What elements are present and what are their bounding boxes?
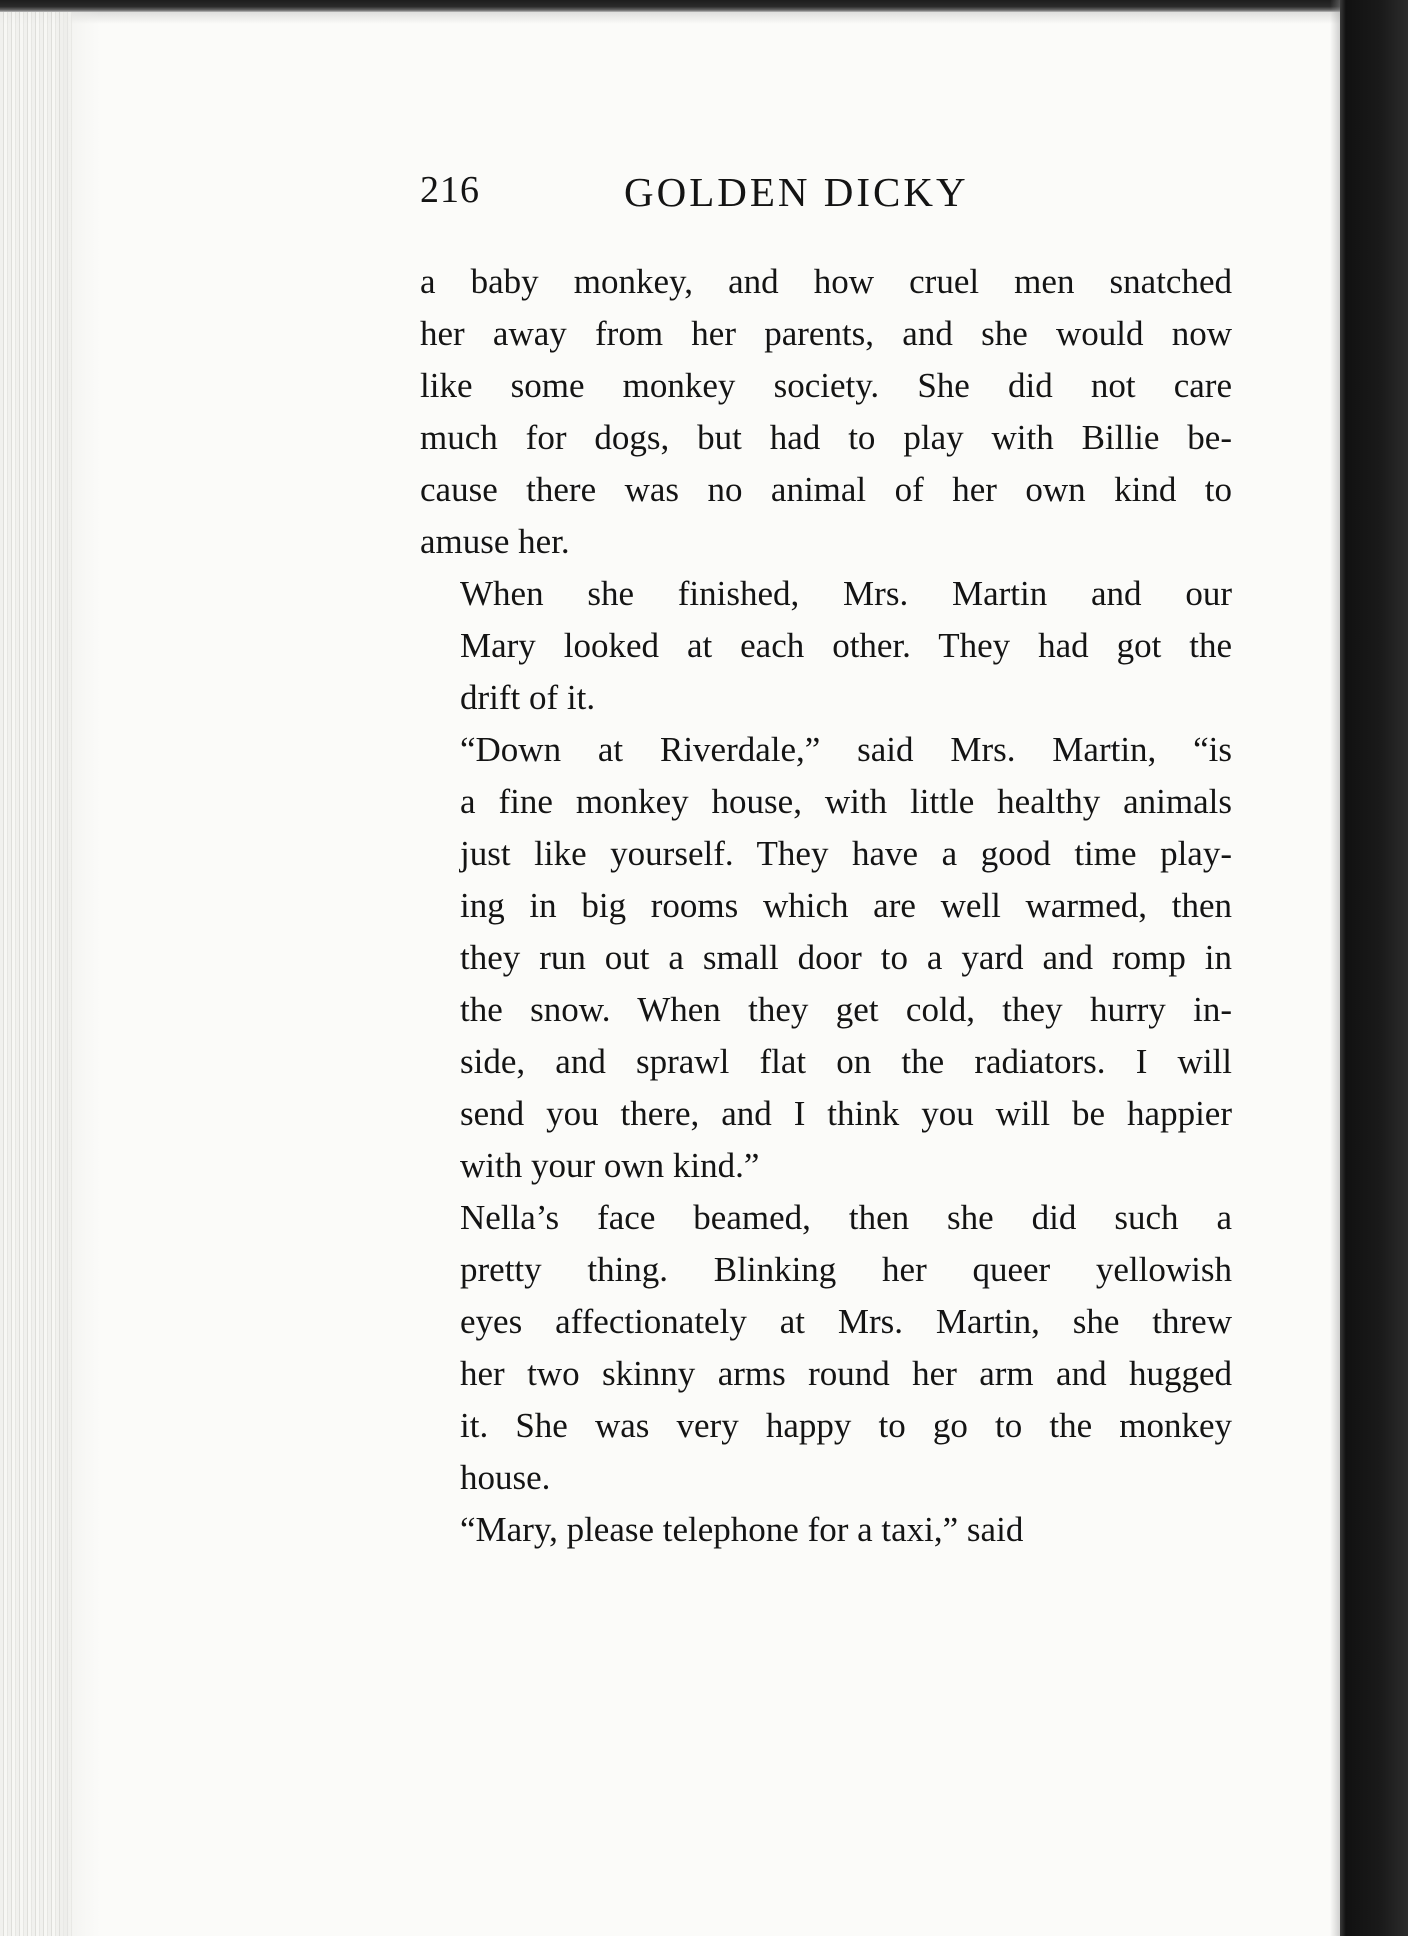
paragraph	[420, 256, 1232, 568]
running-title: GOLDEN DICKY	[624, 169, 969, 215]
text-line: just like yourself. They have a good time play-	[460, 834, 1232, 873]
text-line: send you there, and I think you will be happier	[460, 1094, 1232, 1133]
top-edge-shadow	[0, 10, 1408, 24]
text-line: ing in big rooms which are well warmed, then	[460, 886, 1232, 925]
text-line: with your own kind.”	[460, 1146, 760, 1185]
text-line: her two skinny arms round her arm and hugged	[460, 1354, 1232, 1393]
text-line: eyes affectionately at Mrs. Martin, she threw	[460, 1302, 1232, 1341]
text-line: much for dogs, but had to play with Billie be-	[420, 418, 1232, 457]
text-line: it. She was very happy to go to the monkey	[460, 1406, 1232, 1445]
text-line: cause there was no animal of her own kind to	[420, 470, 1232, 509]
running-head	[420, 168, 1232, 228]
paragraph	[420, 1504, 1232, 1556]
page-number: 216	[420, 169, 480, 211]
text-line: “Mary, please telephone for a taxi,” said	[460, 1510, 1024, 1549]
text-line: Nella’s face beamed, then she did such a	[460, 1198, 1232, 1237]
text-line: a fine monkey house, with little healthy animals	[460, 782, 1232, 821]
text-line: a baby monkey, and how cruel men snatched	[420, 262, 1232, 301]
text-line: “Down at Riverdale,” said Mrs. Martin, “is	[460, 730, 1232, 769]
page-edge-fade	[60, 12, 100, 1936]
body-text	[420, 256, 1232, 1556]
paragraph	[420, 724, 1232, 1192]
text-line: pretty thing. Blinking her queer yellowish	[460, 1250, 1232, 1289]
text-line: drift of it.	[460, 678, 596, 717]
text-line: like some monkey society. She did not care	[420, 366, 1232, 405]
text-line: When she finished, Mrs. Martin and our	[460, 574, 1232, 613]
paragraph	[420, 1192, 1232, 1504]
text-line: side, and sprawl flat on the radiators. I will	[460, 1042, 1232, 1081]
book-binding	[1340, 0, 1408, 1936]
text-line: Mary looked at each other. They had got the	[460, 626, 1232, 665]
text-line: amuse her.	[420, 522, 570, 561]
text-line: her away from her parents, and she would now	[420, 314, 1232, 353]
text-line: house.	[460, 1458, 551, 1497]
text-line: they run out a small door to a yard and romp in	[460, 938, 1232, 977]
text-line: the snow. When they get cold, they hurry in-	[460, 990, 1232, 1029]
page-content	[420, 168, 1232, 1556]
paragraph	[420, 568, 1232, 724]
